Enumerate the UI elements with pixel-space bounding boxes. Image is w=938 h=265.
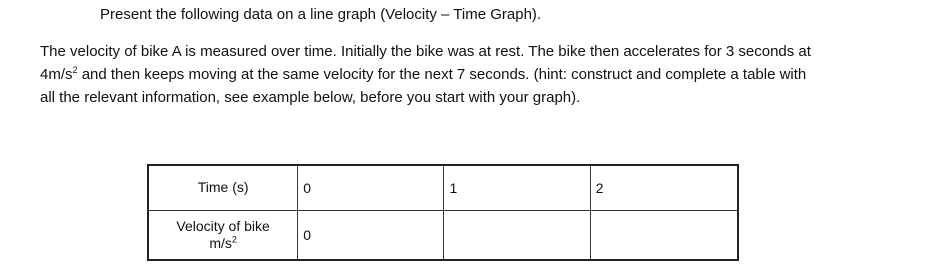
acceleration-exponent: 2 [72,65,78,75]
time-cell-3: 2 [590,165,738,210]
velocity-label-cell [148,210,298,260]
instructions-line-2-rest: and then keeps moving at the same velocity for the next 7 seconds. (hint: construct and complete a table with [77,66,807,83]
time-cell-2: 1 [444,165,590,210]
worksheet-heading: Present the following data on a line graph (Velocity – Time Graph). [100,6,542,23]
velocity-cell-1: 0 [298,210,444,260]
table-row-velocity [148,210,738,260]
velocity-cell-2 [444,210,590,260]
time-label-cell: Time (s) [148,165,298,210]
velocity-label-line-2 [154,235,292,252]
velocity-unit-exponent: 2 [231,234,237,245]
time-cell-1: 0 [298,165,444,210]
velocity-cell-3 [590,210,738,260]
velocity-time-table [147,164,739,261]
velocity-label-line-1: Velocity of bike [176,217,270,234]
instructions-line-1: The velocity of bike A is measured over time. Initially the bike was at rest. The bike then accelerates for 3 seconds at [40,43,811,60]
instructions-line-2 [40,63,920,86]
instructions-paragraph [40,40,920,109]
velocity-unit: m/s [209,234,232,251]
table-row-time [148,165,738,210]
instructions-line-3: all the relevant information, see example below, before you start with your graph). [40,89,581,106]
acceleration-value: 4m/s [40,66,73,83]
